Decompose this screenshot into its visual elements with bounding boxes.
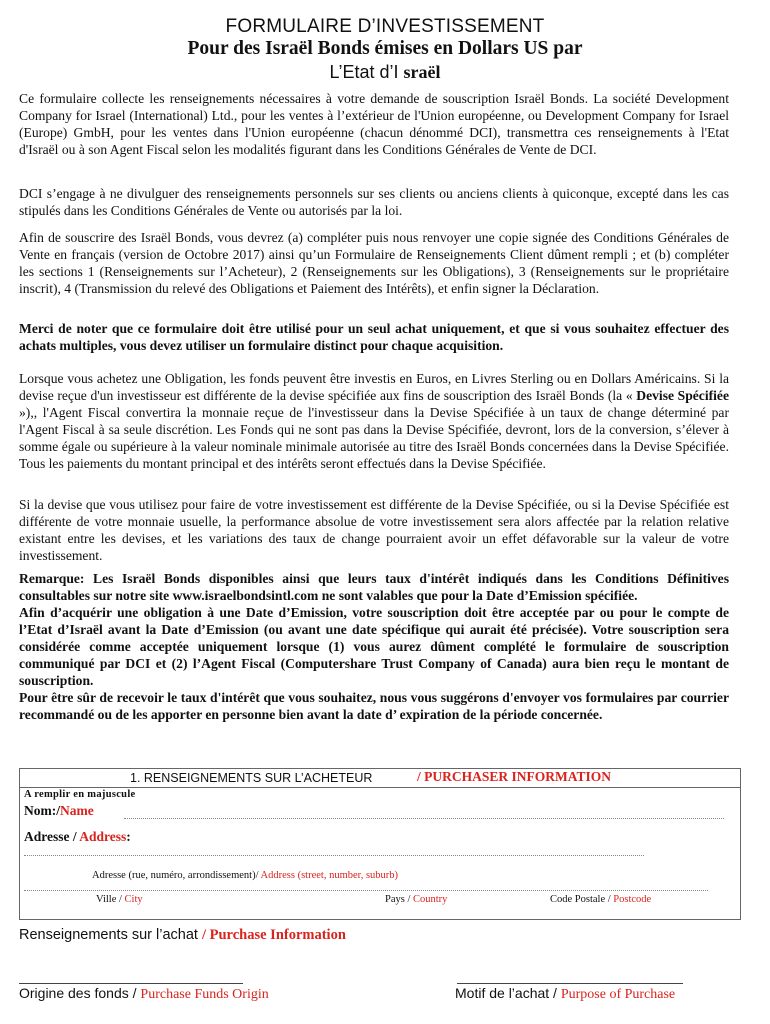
registered-mail-text: Pour être sûr de recevoir le taux d'intérêt que vous souhaitez, nous vous suggérons d'envoyer vos formulaires par courrier recommandé ou de les apporter en personne bien avant la date d’ expiration de la période concernée.	[19, 690, 729, 722]
issuer-prefix: L’Etat d’I	[329, 62, 404, 82]
issuer-suffix: sraël	[403, 62, 441, 82]
name-label-en: Name	[60, 803, 94, 818]
country-label-en: Country	[413, 894, 448, 905]
section1-divider	[20, 787, 740, 788]
address-field-line1[interactable]	[24, 855, 644, 856]
acceptance-text: Afin d’acquérir une obligation à une Date d’Emission, votre souscription doit être acceptée par ou pour le compte de l’Etat d’Israël avant la Date d’Emission (ou avant une date spécifique qui aurait été précisée). Votre souscription sera considérée comme acceptée uniquement lorsque (1) vous aurez dûment complété le formulaire de souscription communiqué par DCI et (2) l’Agent Fiscal (Computershare Trust Company of Canada) aura bien reçu le montant de souscription.	[19, 605, 729, 688]
postcode-label-en: Postcode	[613, 894, 652, 905]
street-hint	[92, 870, 398, 881]
purchase-info-heading	[19, 927, 346, 944]
privacy-paragraph: DCI s’engage à ne divulguer des renseignements personnels sur ses clients ou anciens clients à quiconque, excepté dans les cas stipulés dans les Conditions Générales de Vente ou autorisés par la loi.	[19, 186, 729, 218]
remark-text: Remarque: Les Israël Bonds disponibles ainsi que leurs taux d'intérêt indiqués dans les Conditions Définitives consultables sur notre site www.israelbondsintl.com ne sont valables que pour la Date d’Emission spécifiée.	[19, 571, 729, 603]
purchase-heading-fr: Renseignements sur l’achat	[19, 927, 198, 943]
street-hint-fr: Adresse (rue, numéro, arrondissement)/	[92, 870, 261, 881]
name-field[interactable]	[124, 818, 724, 819]
form-subtitle: Pour des Israël Bonds émises en Dollars US par	[187, 38, 583, 59]
exchange-risk-paragraph: Si la devise que vous utilisez pour faire de votre investissement est différente de la Devise Spécifiée, ou si la Devise Spécifiée est différente de votre monnaie usuelle, la performance absolue de votre investissement sera alors affectée par la relation relative existant entre les devises, et les variations des taux de change pourraient avoir un effet défavorable sur la valeur de votre investissement.	[19, 497, 729, 563]
name-label	[24, 803, 94, 819]
currency-text-b: »),, l'Agent Fiscal convertira la monnaie reçue de l'investisseur dans la Devise Spécifiée à un taux de change déterminé par l'Agent Fiscal à sa seule discrétion. Les Fonds qui ne sont pas dans la Devise Spécifiée, devront, lors de la conversion, s’élever à somme égale ou supérieure à la valeur nominale minimale autorisée au titre des Israël Bonds concernées dans la Devise Spécifiée. Tous les paiements du montant principal et des intérêts seront effectués dans la Devise Spécifiée.	[19, 405, 729, 471]
postcode-label-fr: Code Postale /	[550, 894, 614, 905]
address-label	[24, 829, 131, 845]
form-title: FORMULAIRE D’INVESTISSEMENT	[225, 16, 545, 37]
purchase-purpose-label-fr: Motif de l’achat /	[455, 985, 561, 1001]
intro-paragraph: Ce formulaire collecte les renseignements nécessaires à votre demande de souscription Israël Bonds. La société Development Company for Israel (International) Ltd., pour les ventes à l’extérieur de l'Union européenne, ou Development Company for Israel (Europe) GmbH, pour les ventes dans l'Union européenne (chacun dénommé DCI), transmettra ces renseignements à l'Etat d'Israël ou à son Agent Fiscal selon les modalités figurant dans les Conditions Générales de Vente de DCI.	[19, 91, 729, 157]
street-hint-en: Address (street, number, suburb)	[260, 870, 399, 881]
address-label-fr: Adresse /	[24, 829, 80, 844]
remark-block	[19, 570, 729, 723]
address-colon: :	[126, 829, 131, 844]
form-issuer	[0, 62, 770, 83]
name-label-fr: Nom:/	[24, 803, 60, 818]
purchaser-info-section	[19, 768, 741, 920]
section1-heading: 1. RENSEIGNEMENTS SUR L’ACHETEUR	[130, 771, 373, 785]
address-field-line2[interactable]	[24, 890, 708, 891]
city-label-fr: Ville /	[96, 894, 125, 905]
country-label-fr: Pays /	[385, 894, 414, 905]
specified-currency-term: Devise Spécifiée	[636, 388, 729, 403]
purchase-purpose-label	[455, 985, 675, 1003]
currency-paragraph	[19, 370, 729, 472]
currency-text-a: Lorsque vous achetez une Obligation, les fonds peuvent être investis en Euros, en Livres Sterling ou en Dollars Américains. Si la devise reçue d'un investisseur est différente de la devise spécifiée aux fins de souscription des Israël Bonds (la «	[19, 371, 729, 403]
purchase-heading-en: / Purchase Information	[201, 927, 346, 943]
postcode-label	[550, 894, 651, 905]
purchase-purpose-label-en: Purpose of Purchase	[560, 987, 676, 1002]
instructions-paragraph: Afin de souscrire des Israël Bonds, vous devrez (a) compléter puis nous renvoyer une copie signée des Conditions Générales de Vente en français (version de Octobre 2017) ainsi qu’un Formulaire de Renseignements Client dûment rempli ; et (b) compléter les sections 1 (Renseignements sur l’Acheteur), 2 (Renseignements sur les Obligations), 3 (Renseignements sur le propriétaire inscrit), 4 (Transmission du relevé des Obligations et Paiement des Intérêts), et enfin signer la Déclaration.	[19, 230, 729, 296]
funds-origin-label	[19, 985, 269, 1003]
funds-origin-label-fr: Origine des fonds /	[19, 985, 141, 1001]
funds-origin-field[interactable]	[19, 983, 243, 984]
uppercase-instruction: A remplir en majuscule	[24, 789, 136, 800]
city-label	[96, 894, 143, 905]
address-label-en: Address	[79, 829, 127, 844]
purchase-purpose-field[interactable]	[457, 983, 683, 984]
single-purchase-notice: Merci de noter que ce formulaire doit être utilisé pour un seul achat uniquement, et que si vous souhaitez effectuer des achats multiples, vous devez utiliser un formulaire distinct pour chaque acquisition.	[19, 321, 729, 353]
section1-heading-en: / PURCHASER INFORMATION	[417, 769, 612, 784]
funds-origin-label-en: Purchase Funds Origin	[140, 987, 269, 1002]
country-label	[385, 894, 447, 905]
city-label-en: City	[124, 894, 143, 905]
